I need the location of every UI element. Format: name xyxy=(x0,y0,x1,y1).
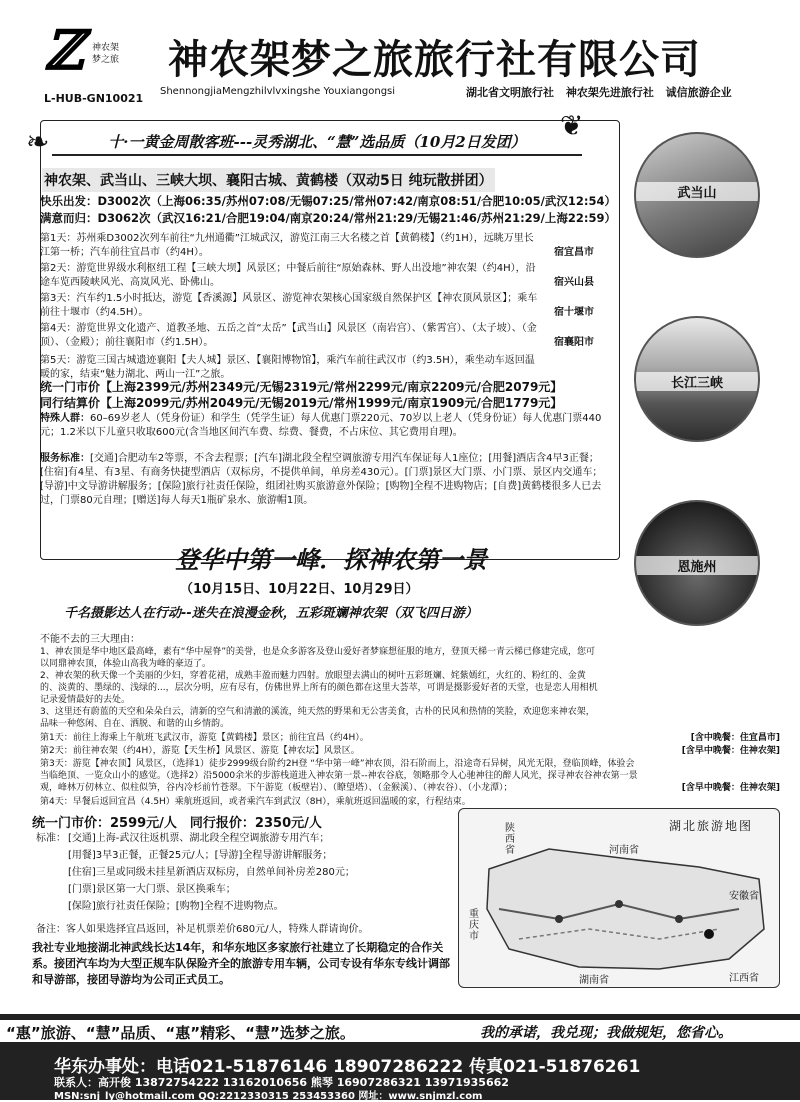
tour2-price: 统一门市价：2599元/人 同行报价：2350元/人 xyxy=(32,816,322,831)
tour2-note: 备注：客人如果选择宜昌返回，补足机票差价680元/人，特殊人群请询价。 xyxy=(36,924,369,935)
itinerary-day-stay: 宿兴山县 xyxy=(554,277,594,288)
reason-item: 2、神农架的秋天像一个美丽的少妇，穿着花裙，成熟丰盈而魅力四射。放眼望去满山的树叶五彩斑斓、姹紫嫣红，火红的、粉红的、金黄的、淡黄的、墨绿的、浅绿的...，层次分明，应有尽有，仿佛世界上所有的颜色都在这里大荟萃，可谓是摄影爱好者的天堂，也是恋人用相机记录爱情最好的去处。 xyxy=(40,671,598,705)
tour2-day xyxy=(40,758,780,794)
itinerary-day-text: 第4天：游览世界文化遗产、道教圣地、五岳之首“太岳”【武当山】风景区（南岩宫）、（紫霄宫）、（太子坡）、（金顶）、（金殿）；前往襄阳市（约1.5H）。 xyxy=(40,323,537,348)
special-group-text: 60–69岁老人（凭身份证）和学生（凭学生证）每人优惠门票220元、70岁以上老人（凭身份证）每人优惠门票440元；1.2米以下儿童只收取600元(含当地区间汽车费、综费、餐费，不占床位、其它费用自理)。 xyxy=(40,413,602,438)
three-gorges-photo xyxy=(634,316,760,442)
tour2-day-stay: [含中晚餐：住宜昌市] xyxy=(690,733,780,743)
standard-item: [保险]旅行社责任保险；[购物]全程不进购物点。 xyxy=(68,901,284,912)
section-1-banner: 十·一黄金周散客班---灵秀湖北、“慧”选品质（10月2日发团） xyxy=(52,128,582,156)
company-name: 神农架梦之旅旅行社有限公司 xyxy=(168,37,701,83)
section-2-slogan: 千名摄影达人在行动--迷失在浪漫金秋，五彩斑斓神农架（双飞四日游） xyxy=(64,606,478,621)
slogan-right: 我的承诺，我兑现；我做规矩，您省心。 xyxy=(480,1025,732,1041)
tour2-day xyxy=(40,732,780,744)
map-label: 河南省 xyxy=(609,845,639,856)
msn-text: MSN:snj_ly@hotmail.com QQ:2212330315 253453360 网址：www.snjmzl.com xyxy=(54,1091,483,1102)
standard-item: [门票]景区第一大门票、景区换乘车； xyxy=(68,884,236,895)
itinerary-day-stay: 宿宜昌市 xyxy=(554,247,594,258)
itinerary-day-stay: 宿襄阳市 xyxy=(554,337,594,348)
retail-price: 统一门市价【上海2399元/苏州2349元/无锡2319元/常州2299元/南京2209元/合肥2079元】 xyxy=(40,380,563,394)
slogan-bar xyxy=(0,1018,800,1044)
standards-label: 标准： xyxy=(36,833,66,844)
tour2-day-stay: [含早中晚餐：住神农架] xyxy=(681,783,780,793)
return-schedule: D3062次（武汉16:21/合肥19:04/南京20:24/常州21:29/无锡21:46/苏州21:29/上海22:59） xyxy=(97,211,616,225)
standards-list xyxy=(36,830,456,915)
city-marker xyxy=(555,915,563,923)
company-logo xyxy=(44,20,144,110)
company-pinyin: ShennongjiaMengzhilvlvxingshe Youxiangongsi xyxy=(160,86,396,97)
itinerary-day xyxy=(40,232,610,260)
itinerary-day-text: 第3天：汽车约1.5小时抵达，游览【香溪源】风景区、游览神农架核心国家级自然保护区【神农顶风景区】；乘车前往十堰市（约4.5H）。 xyxy=(40,293,538,318)
map-label: 安徽省 xyxy=(729,891,759,902)
photo-label: 恩施州 xyxy=(636,556,758,575)
tour2-day-text: 第2天：前往神农架（约4H），游览【天生桥】风景区、游览【神农坛】风景区。 xyxy=(40,746,360,756)
tour2-day xyxy=(40,745,780,757)
tour2-day-text: 第4天：早餐后返回宜昌（4.5H）乘航班返回，或者乘汽车到武汉（8H），乘航班返回温暖的家，行程结束。 xyxy=(40,797,471,807)
itinerary-day xyxy=(40,262,610,290)
service-standard-label: 服务标准： xyxy=(40,453,90,464)
swirl-ornament-icon: ❧ xyxy=(26,125,50,158)
special-group-label: 特殊人群： xyxy=(40,413,90,424)
return-label: 满意而归： xyxy=(40,211,98,225)
photo-label: 长江三峡 xyxy=(636,372,758,391)
special-group xyxy=(40,412,610,440)
city-marker xyxy=(615,900,623,908)
tour2-day-text: 第3天：游览【神农顶】风景区，（选择1）徒步2999级台阶约2H登 “华中第一峰”神农顶，沿石阶而上，沿途奇石异树，风光无限，登临顶峰，体验会当临绝顶、一览众山小的感觉。（选择2）沿5000余米的步游栈道进入神农第一景--神农谷底，领略那令人心驰神往的醉人风光，探寻神农谷神农第一景观，峰林万仞林立、似柱似笋，谷内冷杉前竹苍翠。下午游览（板壁岩）、（瞭望塔）、（金猴溪）、（神农谷）、（小龙潭）； xyxy=(40,759,638,793)
itinerary-day-text: 第5天：游览三国古城遗迹襄阳【夫人城】景区、【襄阳博物馆】，乘汽车前往武汉市（约3.5H），乘坐动车返回温暖的家，结束“魅力湖北、两山一江”之旅。 xyxy=(40,355,535,380)
map-label: 陕西省 xyxy=(505,823,515,856)
tour2-day-text: 第1天：前往上海乘上午航班飞武汉市，游览【黄鹤楼】景区；前往宜昌（约4H）。 xyxy=(40,733,369,743)
company-intro: 我社专业地接湖北神武线长达14年，和华东地区多家旅行社建立了长期稳定的合作关系。接团汽车均为大型正规车队保险齐全的旅游专用车辆，公司专设有华东专线计调部和导游部，接团导游均为公司正式员工。 xyxy=(32,941,450,986)
logo-mark-icon: ℤ xyxy=(44,18,84,82)
map-title: 湖北旅游地图 xyxy=(669,819,754,833)
tour2-day-stay: [含早中晚餐：住神农架] xyxy=(681,746,780,756)
company-honors: 湖北省文明旅行社 神农架先进旅行社 诚信旅游企业 xyxy=(466,86,732,99)
itinerary-day xyxy=(40,322,610,350)
hubei-outline xyxy=(487,849,764,969)
section-2-dates: （10月15日、10月22日、10月29日） xyxy=(180,582,419,597)
three-reasons xyxy=(40,634,600,730)
departure-label: 快乐出发： xyxy=(40,194,98,208)
departure-schedule: D3002次（上海06:35/苏州07:08/无锡07:25/常州07:42/南京08:51/合肥10:05/武汉12:54） xyxy=(97,194,616,208)
map-label: 江西省 xyxy=(729,973,759,984)
service-standard xyxy=(40,452,610,508)
agency-price: 同行结算价【上海2099元/苏州2049元/无锡2019元/常州1999元/南京1909元/合肥1779元】 xyxy=(40,396,563,410)
map-label: 湖南省 xyxy=(579,975,609,986)
service-standard-text: [交通]合肥动车2等票，不含去程票；[汽车]湖北段全程空调旅游专用汽车保证每人1座位；[用餐]酒店含4早3正餐；[住宿]有4星、有3星、有商务快捷型酒店（双标房，不提供单间，单房差430元）。[门票]景区大门票、小门票、景区内交通车；[导游]中文导游讲解服务；[保险]旅行社责任保险，组团社购买旅游意外保险；[购物]全程不进购物店；[自费]黄鹤楼很多人已去过，门票80元自理；[赠送]每人每天1瓶矿泉水、旅游帽1顶。 xyxy=(40,453,603,506)
itinerary-day-text: 第2天：游览世界级水利枢纽工程【三峡大坝】风景区；中餐后前往“原始森林、野人出没地”神农架（约4H），沿途车览西陵峡风光、高岚风光、卧佛山。 xyxy=(40,263,536,288)
logo-tag-line2: 梦之旅 xyxy=(92,55,120,65)
itinerary-day-text: 第1天：苏州乘D3002次列车前往“九州通衢”江城武汉，游览江南三大名楼之首【黄鹤楼】（约1H），远眺万里长江第一桥；汽车前往宜昌市（约4H）。 xyxy=(40,233,534,258)
return-train xyxy=(40,210,616,226)
itinerary-day-stay: 宿十堰市 xyxy=(554,307,594,318)
reasons-title: 不能不去的三大理由： xyxy=(40,634,140,645)
enshi-photo xyxy=(634,500,760,626)
logo-tag xyxy=(92,42,152,66)
city-marker xyxy=(675,915,683,923)
city-marker xyxy=(704,929,714,939)
route-title: 神农架、武当山、三峡大坝、襄阳古城、黄鹤楼（双动5日 纯玩散拼团） xyxy=(42,168,495,192)
standard-item: [交通]上海-武汉往返机票、湖北段全程空调旅游专用汽车； xyxy=(68,833,330,844)
tour2-standards xyxy=(36,830,456,915)
hubei-map xyxy=(458,808,780,988)
tour2-day xyxy=(40,796,780,808)
office-line: 华东办事处：电话021-51876146 18907286222 传真021-51876261 xyxy=(54,1057,641,1077)
contacts-line: 联系人：高开俊 13872754222 13162010656 熊琴 16907286321 13971935662 xyxy=(54,1076,509,1089)
reason-item: 1、神农顶是华中地区最高峰，素有“华中屋脊”的美誉，也是众多游客及登山爱好者梦寐想征服的地方，登顶天梯一青云梯已修建完成，您可以同鼎神农顶，体验山高我为峰的豪迈了。 xyxy=(40,647,596,669)
section-2-title: 登华中第一峰．探神农第一景 xyxy=(175,545,487,574)
reason-item: 3、这里还有蔚蓝的天空和朵朵白云，清新的空气和清澈的溪流，纯天然的野果和无公害美食，古朴的民风和热情的笑脸，欢迎您来神农架，品味一种悠闲、自在、洒脱、和谐的山乡情韵。 xyxy=(40,707,595,729)
standard-item: [住宿]三星或同级未挂星新酒店双标房，自然单间补房差280元； xyxy=(68,867,355,878)
standard-item: [用餐]3早3正餐，正餐25元/人；[导游]全程导游讲解服务； xyxy=(68,850,333,861)
logo-tag-line1: 神农架 xyxy=(92,43,120,53)
departure-train xyxy=(40,193,616,209)
itinerary-day xyxy=(40,292,610,320)
license-code: L-HUB-GN10021 xyxy=(44,92,144,105)
photo-label: 武当山 xyxy=(636,182,758,201)
swirl-ornament-icon: ❦ xyxy=(560,109,584,142)
slogan-left: “惠”旅游、“慧”品质、“惠”精彩、“慧”选梦之旅。 xyxy=(6,1024,355,1042)
map-label: 重庆市 xyxy=(469,909,479,942)
wudangshan-photo xyxy=(634,132,760,258)
